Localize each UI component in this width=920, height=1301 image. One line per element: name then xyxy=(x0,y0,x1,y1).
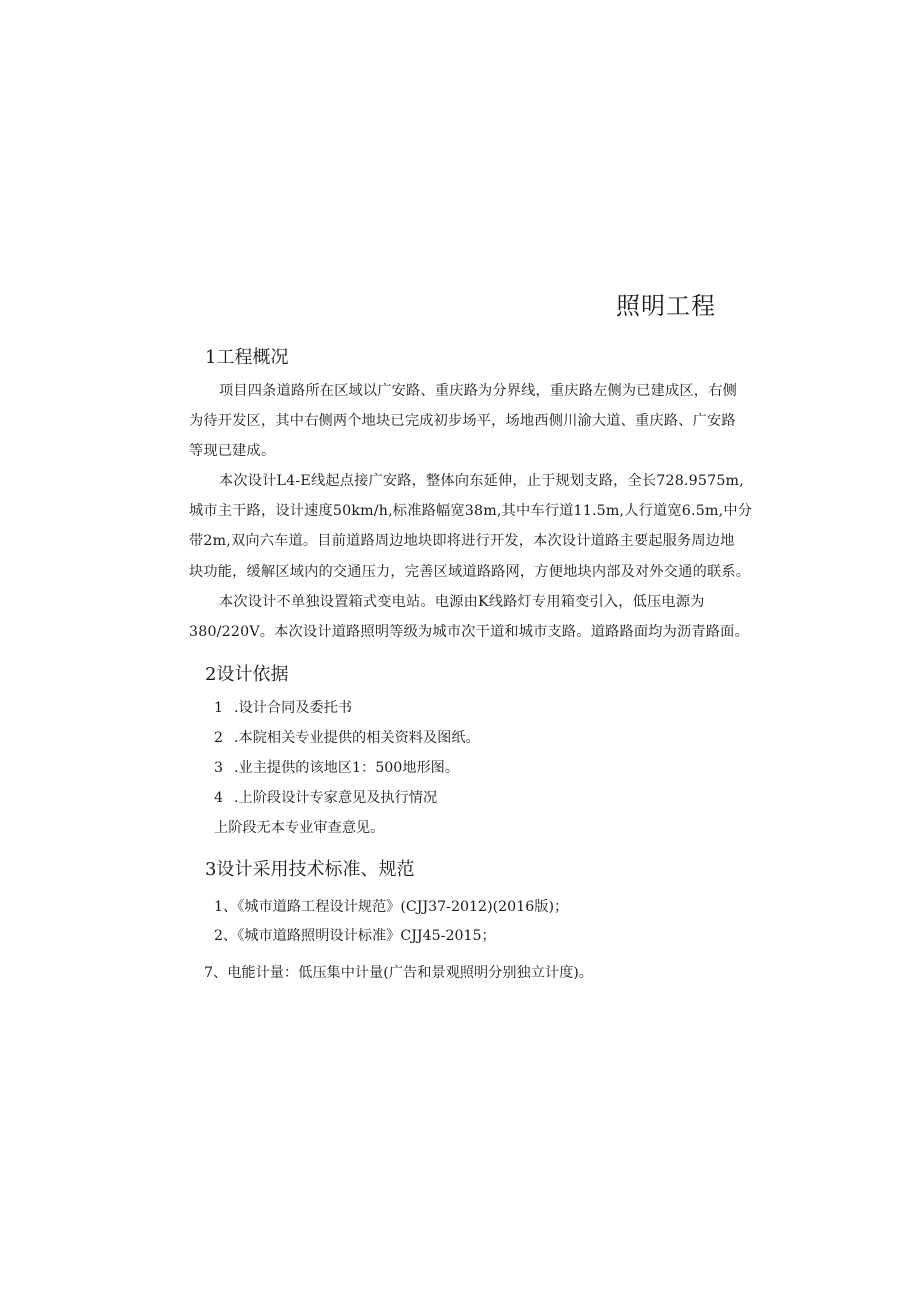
section-1-heading: 1工程概况 xyxy=(205,347,289,368)
paragraph-3-line-1: 本次设计不单独设置箱式变电站。电源由K线路灯专用箱变引入，低压电源为 xyxy=(219,594,705,610)
basis-item-number: 1 xyxy=(214,700,224,716)
basis-item-4 xyxy=(214,787,437,807)
paragraph-1-line-1: 项目四条道路所在区域以广安路、重庆路为分界线，重庆路左侧为已建成区，右侧 xyxy=(219,383,737,399)
basis-item-text: .业主提供的该地区1：500地形图。 xyxy=(234,760,460,776)
document-title: 照明工程 xyxy=(616,292,716,320)
paragraph-2-line-1: 本次设计L4-E线起点接广安路，整体向东延伸，止于规划支路，全长728.9575m, xyxy=(219,473,744,489)
paragraph-1-line-2: 为待开发区，其中右侧两个地块已完成初步场平，场地西侧川渝大道、重庆路、广安路 xyxy=(189,413,736,429)
section-3-heading: 3设计采用技术标准、规范 xyxy=(205,859,415,880)
paragraph-2-line-2: 城市主干路，设计速度50km/h,标准路幅宽38m,其中车行道11.5m,人行道宽6.5m,中分 xyxy=(189,503,753,519)
paragraph-1-line-3: 等现已建成。 xyxy=(189,443,276,459)
paragraph-2-line-4: 块功能，缓解区域内的交通压力，完善区域道路路网，方便地块内部及对外交通的联系。 xyxy=(189,564,751,580)
paragraph-3-line-2: 380/220V。本次设计道路照明等级为城市次干道和城市支路。道路路面均为沥青路面。 xyxy=(189,624,749,640)
basis-item-text: .上阶段设计专家意见及执行情况 xyxy=(234,790,438,806)
basis-item-number: 3 xyxy=(214,760,224,776)
basis-item-1 xyxy=(214,697,352,717)
section-2-heading: 2设计依据 xyxy=(205,664,289,685)
energy-metering-item: 7、电能计量：低压集中计量(广告和景观照明分别独立计度)。 xyxy=(204,965,593,981)
paragraph-2-line-3: 带2m,双向六车道。目前道路周边地块即将进行开发，本次设计道路主要起服务周边地 xyxy=(189,533,735,549)
standard-item-2: 2、《城市道路照明设计标准》CJJ45-2015； xyxy=(214,928,496,944)
basis-item-number: 4 xyxy=(214,790,224,806)
basis-item-text: .设计合同及委托书 xyxy=(234,700,353,716)
basis-note: 上阶段无本专业审查意见。 xyxy=(214,820,385,836)
basis-item-2 xyxy=(214,727,480,747)
standard-item-1: 1、《城市道路工程设计规范》(CJJ37-2012)(2016版)； xyxy=(214,899,569,915)
basis-item-text: .本院相关专业提供的相关资料及图纸。 xyxy=(234,730,480,746)
basis-item-number: 2 xyxy=(214,730,224,746)
basis-item-3 xyxy=(214,757,459,777)
